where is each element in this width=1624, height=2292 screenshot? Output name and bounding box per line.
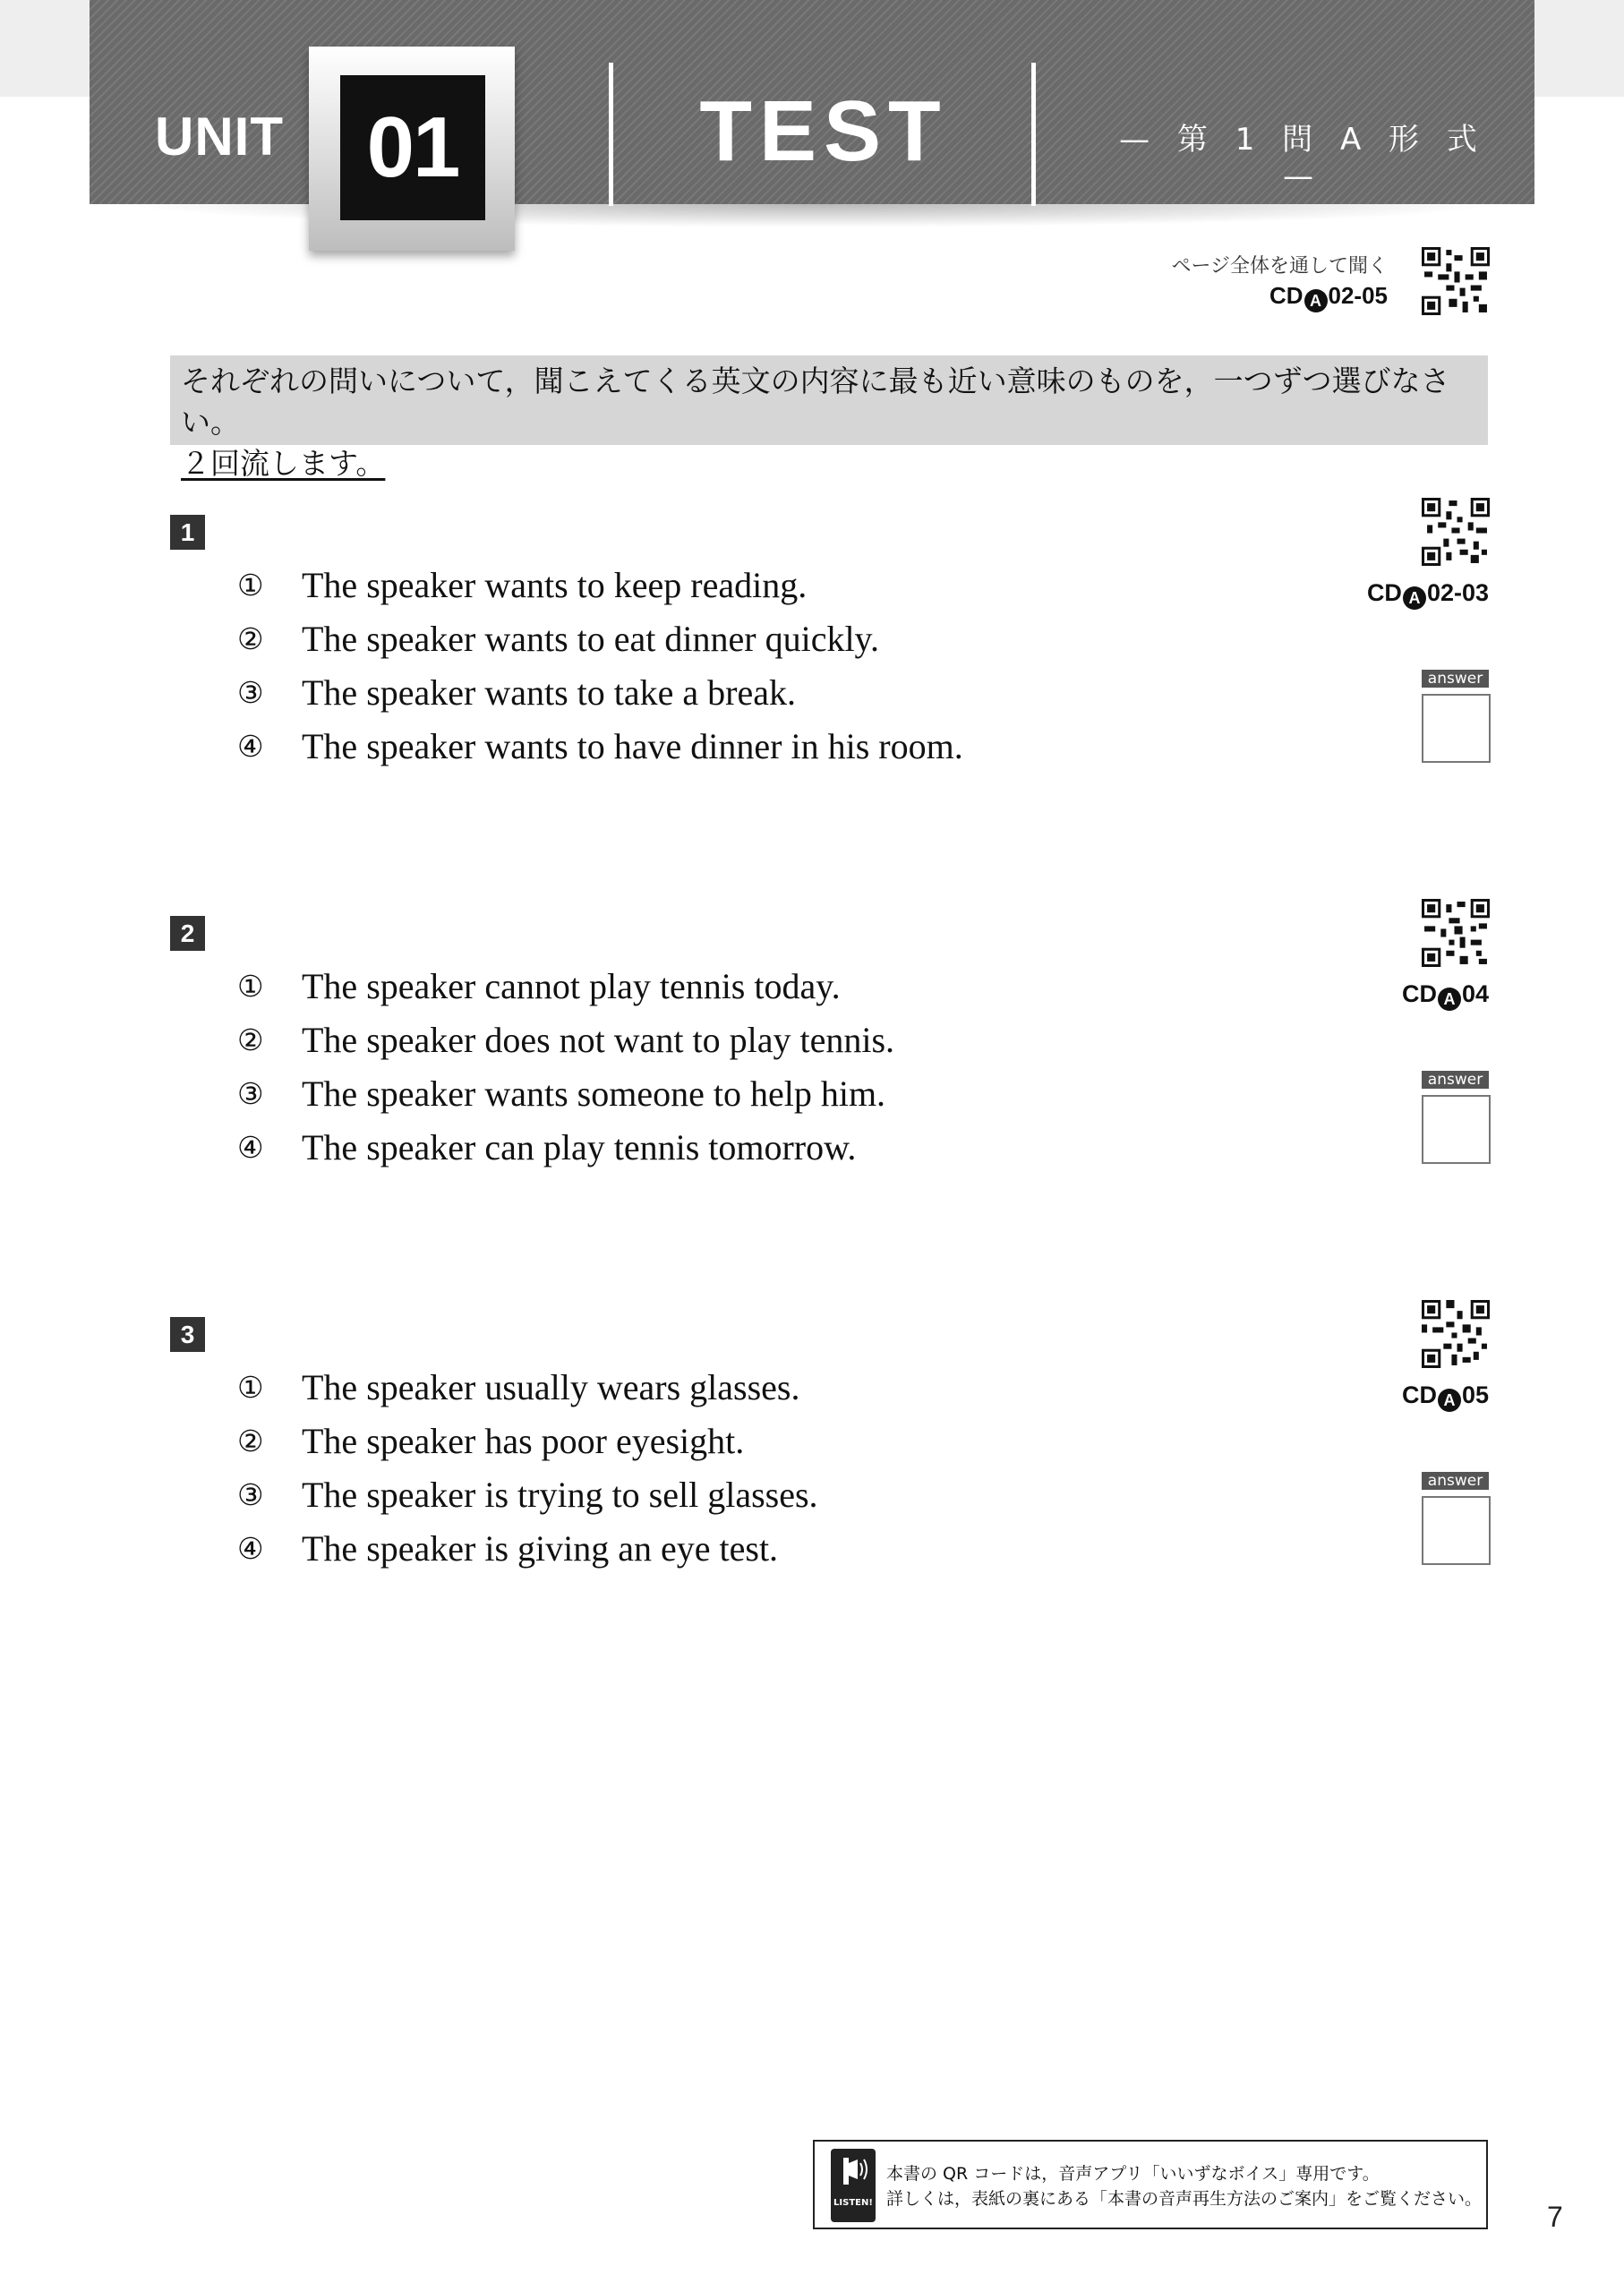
cd-track: 02-05 — [1328, 282, 1388, 309]
page-audio-info — [1074, 251, 1388, 312]
cd-disc-icon: A — [1438, 1389, 1461, 1412]
question-number-2: 2 — [170, 916, 205, 951]
question-3-option-2[interactable] — [237, 1420, 744, 1470]
question-number-1: 1 — [170, 515, 205, 550]
answer-box-q1[interactable] — [1422, 694, 1491, 763]
speaker-icon — [831, 2149, 876, 2198]
unit-number-tile — [309, 47, 515, 251]
cd-track: 04 — [1461, 980, 1489, 1007]
option-text: The speaker wants to keep reading. — [302, 565, 808, 605]
unit-number: 01 — [340, 75, 485, 220]
option-marker: ③ — [237, 1076, 264, 1111]
cd-disc-icon: A — [1304, 289, 1328, 312]
question-1-option-2[interactable] — [237, 618, 879, 668]
option-marker: ③ — [237, 675, 264, 710]
test-title: TEST — [699, 83, 948, 179]
question-number-3: 3 — [170, 1317, 205, 1352]
question-2-option-3[interactable] — [237, 1073, 885, 1123]
cd-code-q1 — [1325, 579, 1489, 610]
option-text: The speaker has poor eyesight. — [302, 1421, 745, 1461]
qr-code-icon[interactable] — [1422, 899, 1490, 967]
cd-prefix: CD — [1401, 1381, 1437, 1408]
audio-app-notice — [813, 2140, 1488, 2229]
answer-label: answer — [1422, 1472, 1489, 1490]
option-marker: ④ — [237, 729, 264, 764]
option-marker: ① — [237, 969, 264, 1004]
answer-box-q2[interactable] — [1422, 1095, 1491, 1164]
page-audio-caption: ページ全体を通して聞く — [1171, 255, 1388, 278]
format-label: — 第 1 問 A 形 式 — — [1119, 122, 1486, 194]
option-marker: ③ — [237, 1477, 264, 1512]
app-logo-label: LISTEN! — [833, 2198, 873, 2208]
option-marker: ② — [237, 1022, 264, 1057]
qr-code-icon[interactable] — [1422, 498, 1490, 566]
question-3-option-4[interactable] — [237, 1527, 778, 1578]
question-1-option-4[interactable] — [237, 725, 963, 775]
qr-code-icon[interactable] — [1422, 247, 1490, 315]
question-1-option-1[interactable] — [237, 564, 807, 614]
cd-track: 05 — [1461, 1381, 1489, 1408]
cd-track: 02-03 — [1426, 579, 1489, 606]
instructions-line2: ２回流します。 — [181, 446, 386, 481]
cd-code-q3 — [1325, 1381, 1489, 1412]
instructions — [170, 355, 1488, 481]
page-number: 7 — [1547, 2201, 1563, 2233]
answer-label: answer — [1422, 1071, 1489, 1089]
option-marker: ④ — [237, 1130, 264, 1165]
answer-label: answer — [1422, 670, 1489, 688]
cd-disc-icon: A — [1403, 586, 1426, 610]
question-3-option-1[interactable] — [237, 1366, 799, 1416]
option-marker: ① — [237, 568, 264, 603]
option-marker: ② — [237, 621, 264, 656]
banner-divider — [609, 63, 613, 206]
option-text: The speaker is giving an eye test. — [302, 1528, 779, 1569]
cd-disc-icon: A — [1438, 988, 1461, 1011]
notice-line1: 本書の QR コードは，音声アプリ「いいずなボイス」専用です。 — [886, 2164, 1380, 2184]
option-text: The speaker wants to take a break. — [302, 672, 796, 713]
option-text: The speaker is trying to sell glasses. — [302, 1475, 818, 1515]
option-text: The speaker can play tennis tomorrow. — [302, 1127, 857, 1167]
cd-prefix: CD — [1366, 579, 1402, 606]
option-text: The speaker does not want to play tennis. — [302, 1020, 895, 1060]
notice-line2: 詳しくは，表紙の裏にある「本書の音声再生方法のご案内」をご覧ください。 — [886, 2189, 1483, 2209]
option-marker: ① — [237, 1370, 264, 1405]
notice-text — [886, 2161, 1482, 2211]
banner-divider — [1031, 63, 1036, 206]
cd-prefix: CD — [1401, 980, 1437, 1007]
question-3-option-3[interactable] — [237, 1474, 818, 1524]
option-text: The speaker wants to have dinner in his room. — [302, 726, 963, 766]
option-text: The speaker wants someone to help him. — [302, 1073, 886, 1114]
question-2-option-1[interactable] — [237, 965, 841, 1015]
option-marker: ② — [237, 1424, 264, 1458]
option-text: The speaker usually wears glasses. — [302, 1367, 800, 1407]
answer-box-q3[interactable] — [1422, 1496, 1491, 1565]
option-text: The speaker wants to eat dinner quickly. — [302, 619, 879, 659]
option-marker: ④ — [237, 1531, 264, 1566]
qr-code-icon[interactable] — [1422, 1300, 1490, 1368]
question-2-option-4[interactable] — [237, 1126, 856, 1176]
cd-prefix: CD — [1269, 282, 1303, 309]
question-2-option-2[interactable] — [237, 1019, 894, 1069]
cd-code-q2 — [1325, 980, 1489, 1011]
instructions-line1: それぞれの問いについて，聞こえてくる英文の内容に最も近い意味のものを，一つずつ選びなさい。 — [181, 363, 1450, 440]
page-audio-cd-code — [1074, 282, 1388, 312]
unit-label: UNIT — [155, 107, 284, 167]
listen-app-icon — [831, 2149, 876, 2222]
option-text: The speaker cannot play tennis today. — [302, 966, 841, 1006]
question-1-option-3[interactable] — [237, 671, 796, 722]
